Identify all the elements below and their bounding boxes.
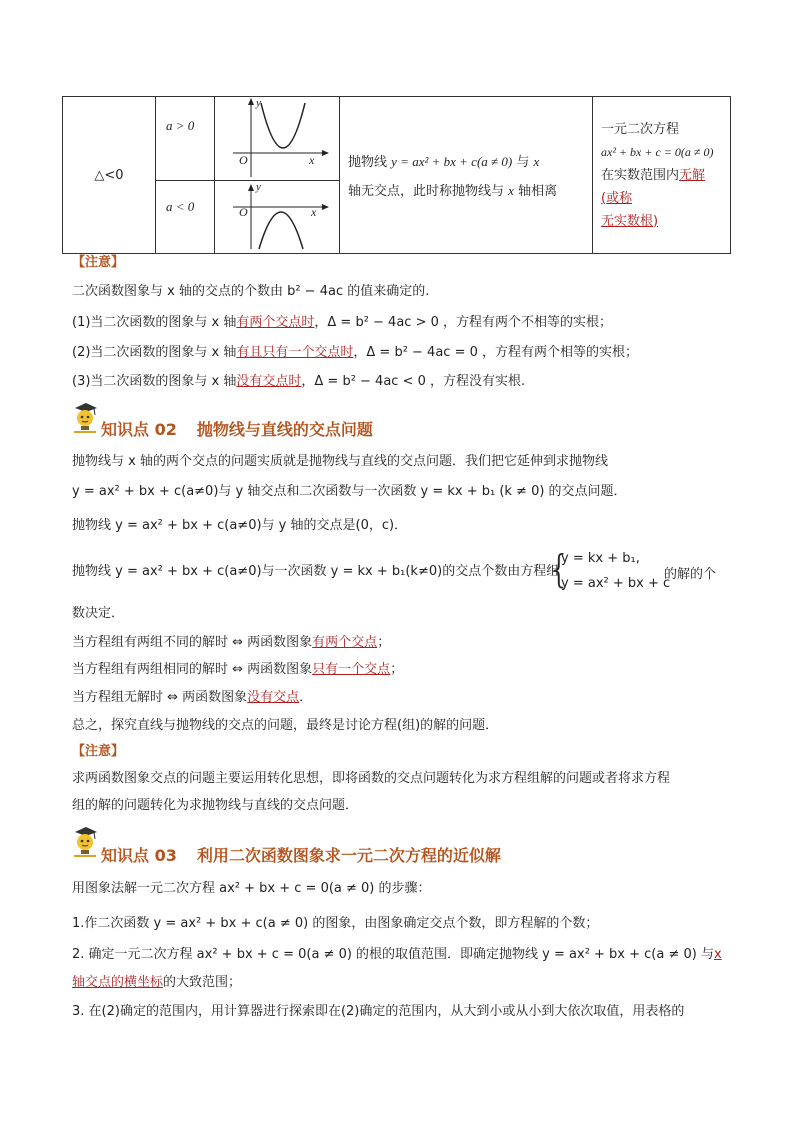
s2-note-1: 求两函数图象交点的问题主要运用转化思想，即将函数的交点问题转化为求方程组解的问题或者将求方程 — [72, 771, 671, 786]
s2-p1: 抛物线与 x 轴的两个交点的问题实质就是抛物线与直线的交点问题．我们把它延伸到求抛物线 — [72, 454, 608, 469]
system-eq-1: y = kx + b₁, — [561, 551, 640, 566]
graph-down-cell — [215, 181, 340, 254]
case-3-c: ． — [299, 690, 313, 705]
note-line-4-a: (3)当二次函数的图象与 x 轴 — [72, 374, 237, 389]
graph-down-o-label: O — [239, 205, 248, 219]
graph-up-o-label: O — [239, 153, 248, 167]
cond-neg: a < 0 — [166, 199, 195, 214]
section-2-title: 抛物线与直线的交点问题 — [196, 420, 373, 439]
eq-formula: ax² + bx + c = 0(a ≠ 0) — [601, 144, 714, 159]
mascot-icon — [72, 825, 98, 859]
section-3-heading — [101, 843, 501, 866]
section-2-number: 知识点 02 — [101, 420, 177, 439]
s2-note-2: 组的解的问题转化为求抛物线与直线的交点问题． — [72, 798, 359, 813]
note-line-2 — [72, 314, 612, 332]
desc-cell — [340, 97, 593, 254]
s3-step-2-d: 的大致范围； — [163, 975, 242, 990]
note-line-2-a: (1)当二次函数的图象与 x 轴 — [72, 315, 237, 330]
eq-text: 在实数范围内 — [601, 167, 680, 183]
graph-up-x-label: x — [309, 153, 315, 167]
cond-pos: a > 0 — [166, 118, 195, 133]
case-2-highlight: 只有一个交点 — [312, 662, 391, 677]
case-3-a: 当方程组无解时 ⇔ 两函数图象 — [72, 690, 248, 705]
note-line-2-highlight: 有两个交点时 — [236, 315, 315, 330]
s2-p4: 抛物线 y = ax² + bx + c(a≠0)与一次函数 y = kx + b₁(k≠0)的交点个数由方程组 — [72, 564, 560, 579]
equation-cell — [593, 97, 731, 254]
desc-part-1: 抛物线 — [348, 155, 388, 170]
desc-formula: y = ax² + bx + c(a ≠ 0) — [391, 154, 513, 169]
s3-step-2 — [72, 946, 722, 964]
parabola-down-graph — [215, 181, 339, 253]
note-line-2-c: ，Δ = b² − 4ac > 0 ，方程有两个不相等的实根； — [314, 315, 613, 330]
eq-red-1: 无解(或称 — [601, 167, 706, 206]
s3-step-3: 3. 在(2)确定的范围内，用计算器进行探索即在(2)确定的范围内，从大到小或从小到大依次取值，用表格的 — [72, 1004, 685, 1019]
cond-neg-cell — [156, 181, 215, 254]
eq-title: 一元二次方程 — [601, 121, 680, 137]
s3-step-2-highlight: 轴交点的横坐标 — [72, 975, 164, 990]
note-line-3-c: ，Δ = b² − 4ac = 0 ，方程有两个相等的实根； — [353, 345, 639, 360]
note-line-3-a: (2)当二次函数的图象与 x 轴 — [72, 345, 237, 360]
desc-x: x — [533, 154, 540, 169]
system-brace: { — [547, 547, 572, 591]
graph-up-y-label: y — [256, 97, 261, 109]
delta-cell — [63, 97, 156, 254]
cond-pos-cell — [156, 97, 215, 181]
case-1-a: 当方程组有两组不同的解时 ⇔ 两函数图象 — [72, 635, 313, 650]
note-line-4-highlight: 没有交点时 — [236, 374, 302, 389]
s2-p4-end: 的解的个 — [664, 567, 717, 582]
note-line-4-c: ，Δ = b² − 4ac < 0 ，方程没有实根. — [301, 374, 526, 389]
s2-summary: 总之，探究直线与抛物线的交点的问题，最终是讨论方程(组)的解的问题． — [72, 718, 499, 733]
case-1-highlight: 有两个交点 — [312, 635, 378, 650]
case-same-solutions — [72, 661, 403, 679]
section-3-title: 利用二次函数图象求一元二次方程的近似解 — [196, 846, 501, 865]
case-2-a: 当方程组有两组相同的解时 ⇔ 两函数图象 — [72, 662, 313, 677]
note-line-1: 二次函数图象与 x 轴的交点的个数由 b² − 4ac 的值来确定的. — [72, 284, 430, 299]
s3-step-2-x: x — [713, 947, 722, 962]
case-3-highlight: 没有交点 — [247, 690, 300, 705]
note-label-2: 【注意】 — [72, 744, 125, 759]
note-line-3-highlight: 有且只有一个交点时 — [236, 345, 354, 360]
desc-part-4: 轴相离 — [518, 184, 558, 199]
graph-up-cell — [215, 97, 340, 181]
delta-label: △<0 — [94, 167, 124, 183]
case-no-solution — [72, 689, 312, 707]
s2-p2: y = ax² + bx + c(a≠0)与 y 轴交点和二次函数与一次函数 y = kx + b₁ (k ≠ 0) 的交点问题． — [72, 484, 627, 499]
s3-step-2-cont — [72, 974, 241, 992]
s3-p1: 用图象法解一元二次方程 ax² + bx + c = 0(a ≠ 0) 的步骤： — [72, 881, 431, 896]
s2-p3: 抛物线 y = ax² + bx + c(a≠0)与 y 轴的交点是(0，c)． — [72, 518, 408, 533]
case-2-c: ； — [390, 662, 404, 677]
case-two-solutions — [72, 634, 390, 652]
parabola-up-graph — [215, 97, 339, 180]
note-line-4 — [72, 373, 525, 391]
graph-down-x-label: x — [311, 205, 317, 219]
s3-step-2-a: 2. 确定一元二次方程 ax² + bx + c = 0(a ≠ 0) 的根的取值范围．即确定抛物线 y = ax² + bx + c(a ≠ 0) 与 — [72, 947, 714, 962]
mascot-icon — [72, 401, 98, 435]
graph-down-y-label: y — [256, 181, 261, 193]
note-line-3 — [72, 344, 638, 362]
desc-x2: x — [508, 183, 514, 198]
s2-p5: 数决定． — [72, 606, 125, 621]
section-2-heading — [101, 417, 373, 440]
case-1-c: ； — [377, 635, 391, 650]
s3-step-1: 1.作二次函数 y = ax² + bx + c(a ≠ 0) 的图象，由图象确定交点个数，即方程解的个数； — [72, 916, 599, 931]
system-eq-2: y = ax² + bx + c — [561, 576, 671, 591]
eq-red-2: 无实数根) — [601, 213, 659, 229]
note-label: 【注意】 — [72, 255, 125, 270]
desc-part-2: 与 — [516, 155, 530, 170]
desc-part-3: 轴无交点，此时称抛物线与 — [348, 184, 505, 199]
section-3-number: 知识点 03 — [101, 846, 177, 865]
delta-table — [62, 96, 731, 254]
